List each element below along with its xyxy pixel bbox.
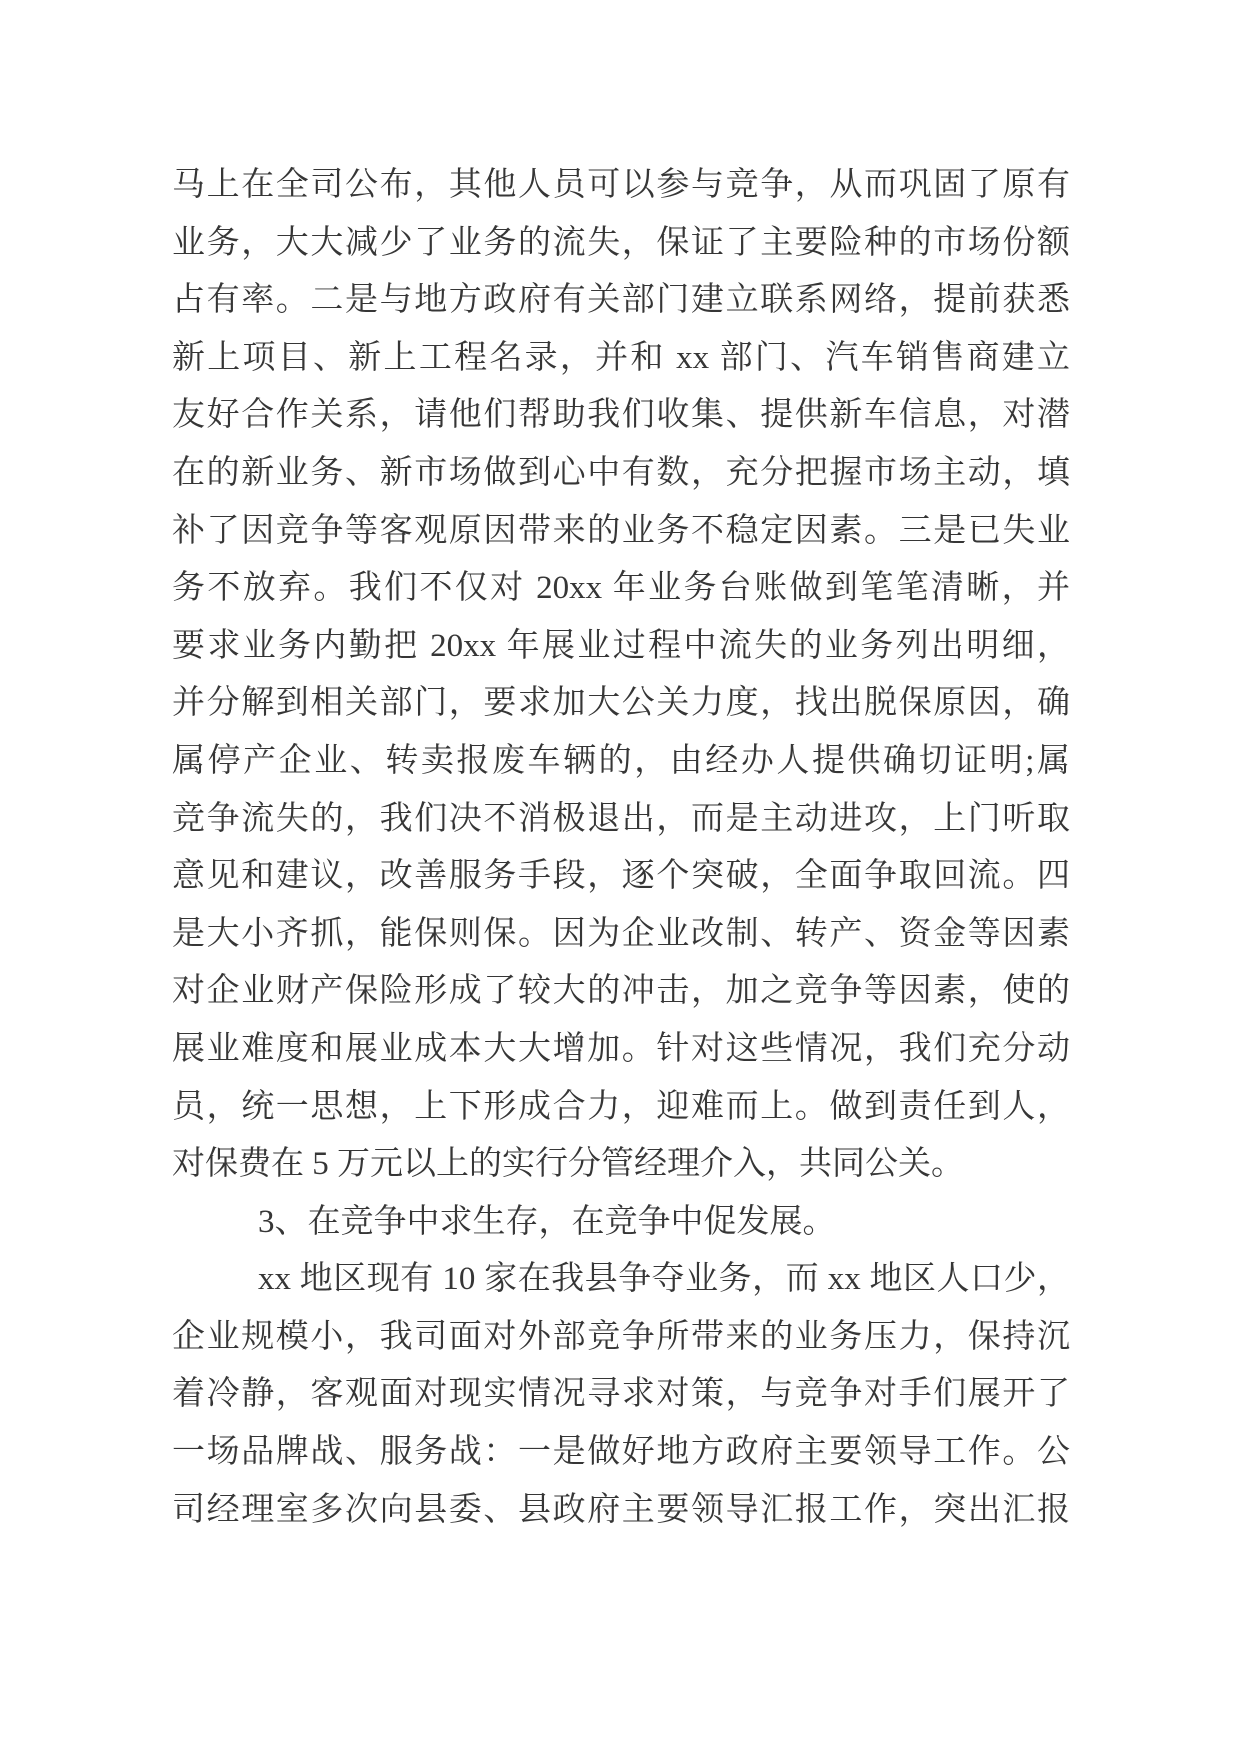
text-line: 补了因竞争等客观原因带来的业务不稳定因素。三是已失业	[172, 512, 1070, 549]
text-line: 司经理室多次向县委、县政府主要领导汇报工作，突出汇报	[172, 1491, 1070, 1528]
text-line: 竞争流失的，我们决不消极退出，而是主动进攻，上门听取	[172, 800, 1070, 837]
text-line: 着冷静，客观面对现实情况寻求对策，与竞争对手们展开了	[172, 1376, 1070, 1413]
text-line: 企业规模小，我司面对外部竞争所带来的业务压力，保持沉	[172, 1318, 1070, 1355]
text-line paragraph-heading: 3、在竞争中求生存，在竞争中促发展。	[258, 1203, 836, 1240]
text-line: 新上项目、新上工程名录，并和 xx 部门、汽车销售商建立	[172, 339, 1070, 376]
text-line paragraph-start: xx 地区现有 10 家在我县争夺业务，而 xx 地区人口少，	[258, 1261, 1070, 1298]
text-line: 务不放弃。我们不仅对 20xx 年业务台账做到笔笔清晰，并	[172, 570, 1070, 607]
text-line: 占有率。二是与地方政府有关部门建立联系网络，提前获悉	[172, 282, 1070, 319]
text-line: 员，统一思想，上下形成合力，迎难而上。做到责任到人，	[172, 1088, 1070, 1125]
text-line: 意见和建议，改善服务手段，逐个突破，全面争取回流。四	[172, 858, 1070, 895]
text-line: 马上在全司公布，其他人员可以参与竞争，从而巩固了原有	[172, 167, 1070, 203]
text-line: 业务，大大减少了业务的流失，保证了主要险种的市场份额	[172, 224, 1070, 261]
text-line: 属停产企业、转卖报废车辆的，由经办人提供确切证明;属	[172, 742, 1070, 779]
text-line: 展业难度和展业成本大大增加。针对这些情况，我们充分动	[172, 1030, 1070, 1067]
text-line: 对企业财产保险形成了较大的冲击，加之竞争等因素，使的	[172, 973, 1070, 1010]
text-line: 一场品牌战、服务战：一是做好地方政府主要领导工作。公	[172, 1434, 1070, 1471]
text-line: 在的新业务、新市场做到心中有数，充分把握市场主动，填	[172, 454, 1070, 491]
text-line paragraph-end: 对保费在 5 万元以上的实行分管经理介入，共同公关。	[172, 1146, 964, 1183]
text-line: 并分解到相关部门，要求加大公关力度，找出脱保原因，确	[172, 685, 1070, 722]
text-line: 要求业务内勤把 20xx 年展业过程中流失的业务列出明细，	[172, 627, 1070, 664]
text-line: 友好合作关系，请他们帮助我们收集、提供新车信息，对潜	[172, 397, 1070, 434]
text-line: 是大小齐抓，能保则保。因为企业改制、转产、资金等因素	[172, 915, 1070, 952]
